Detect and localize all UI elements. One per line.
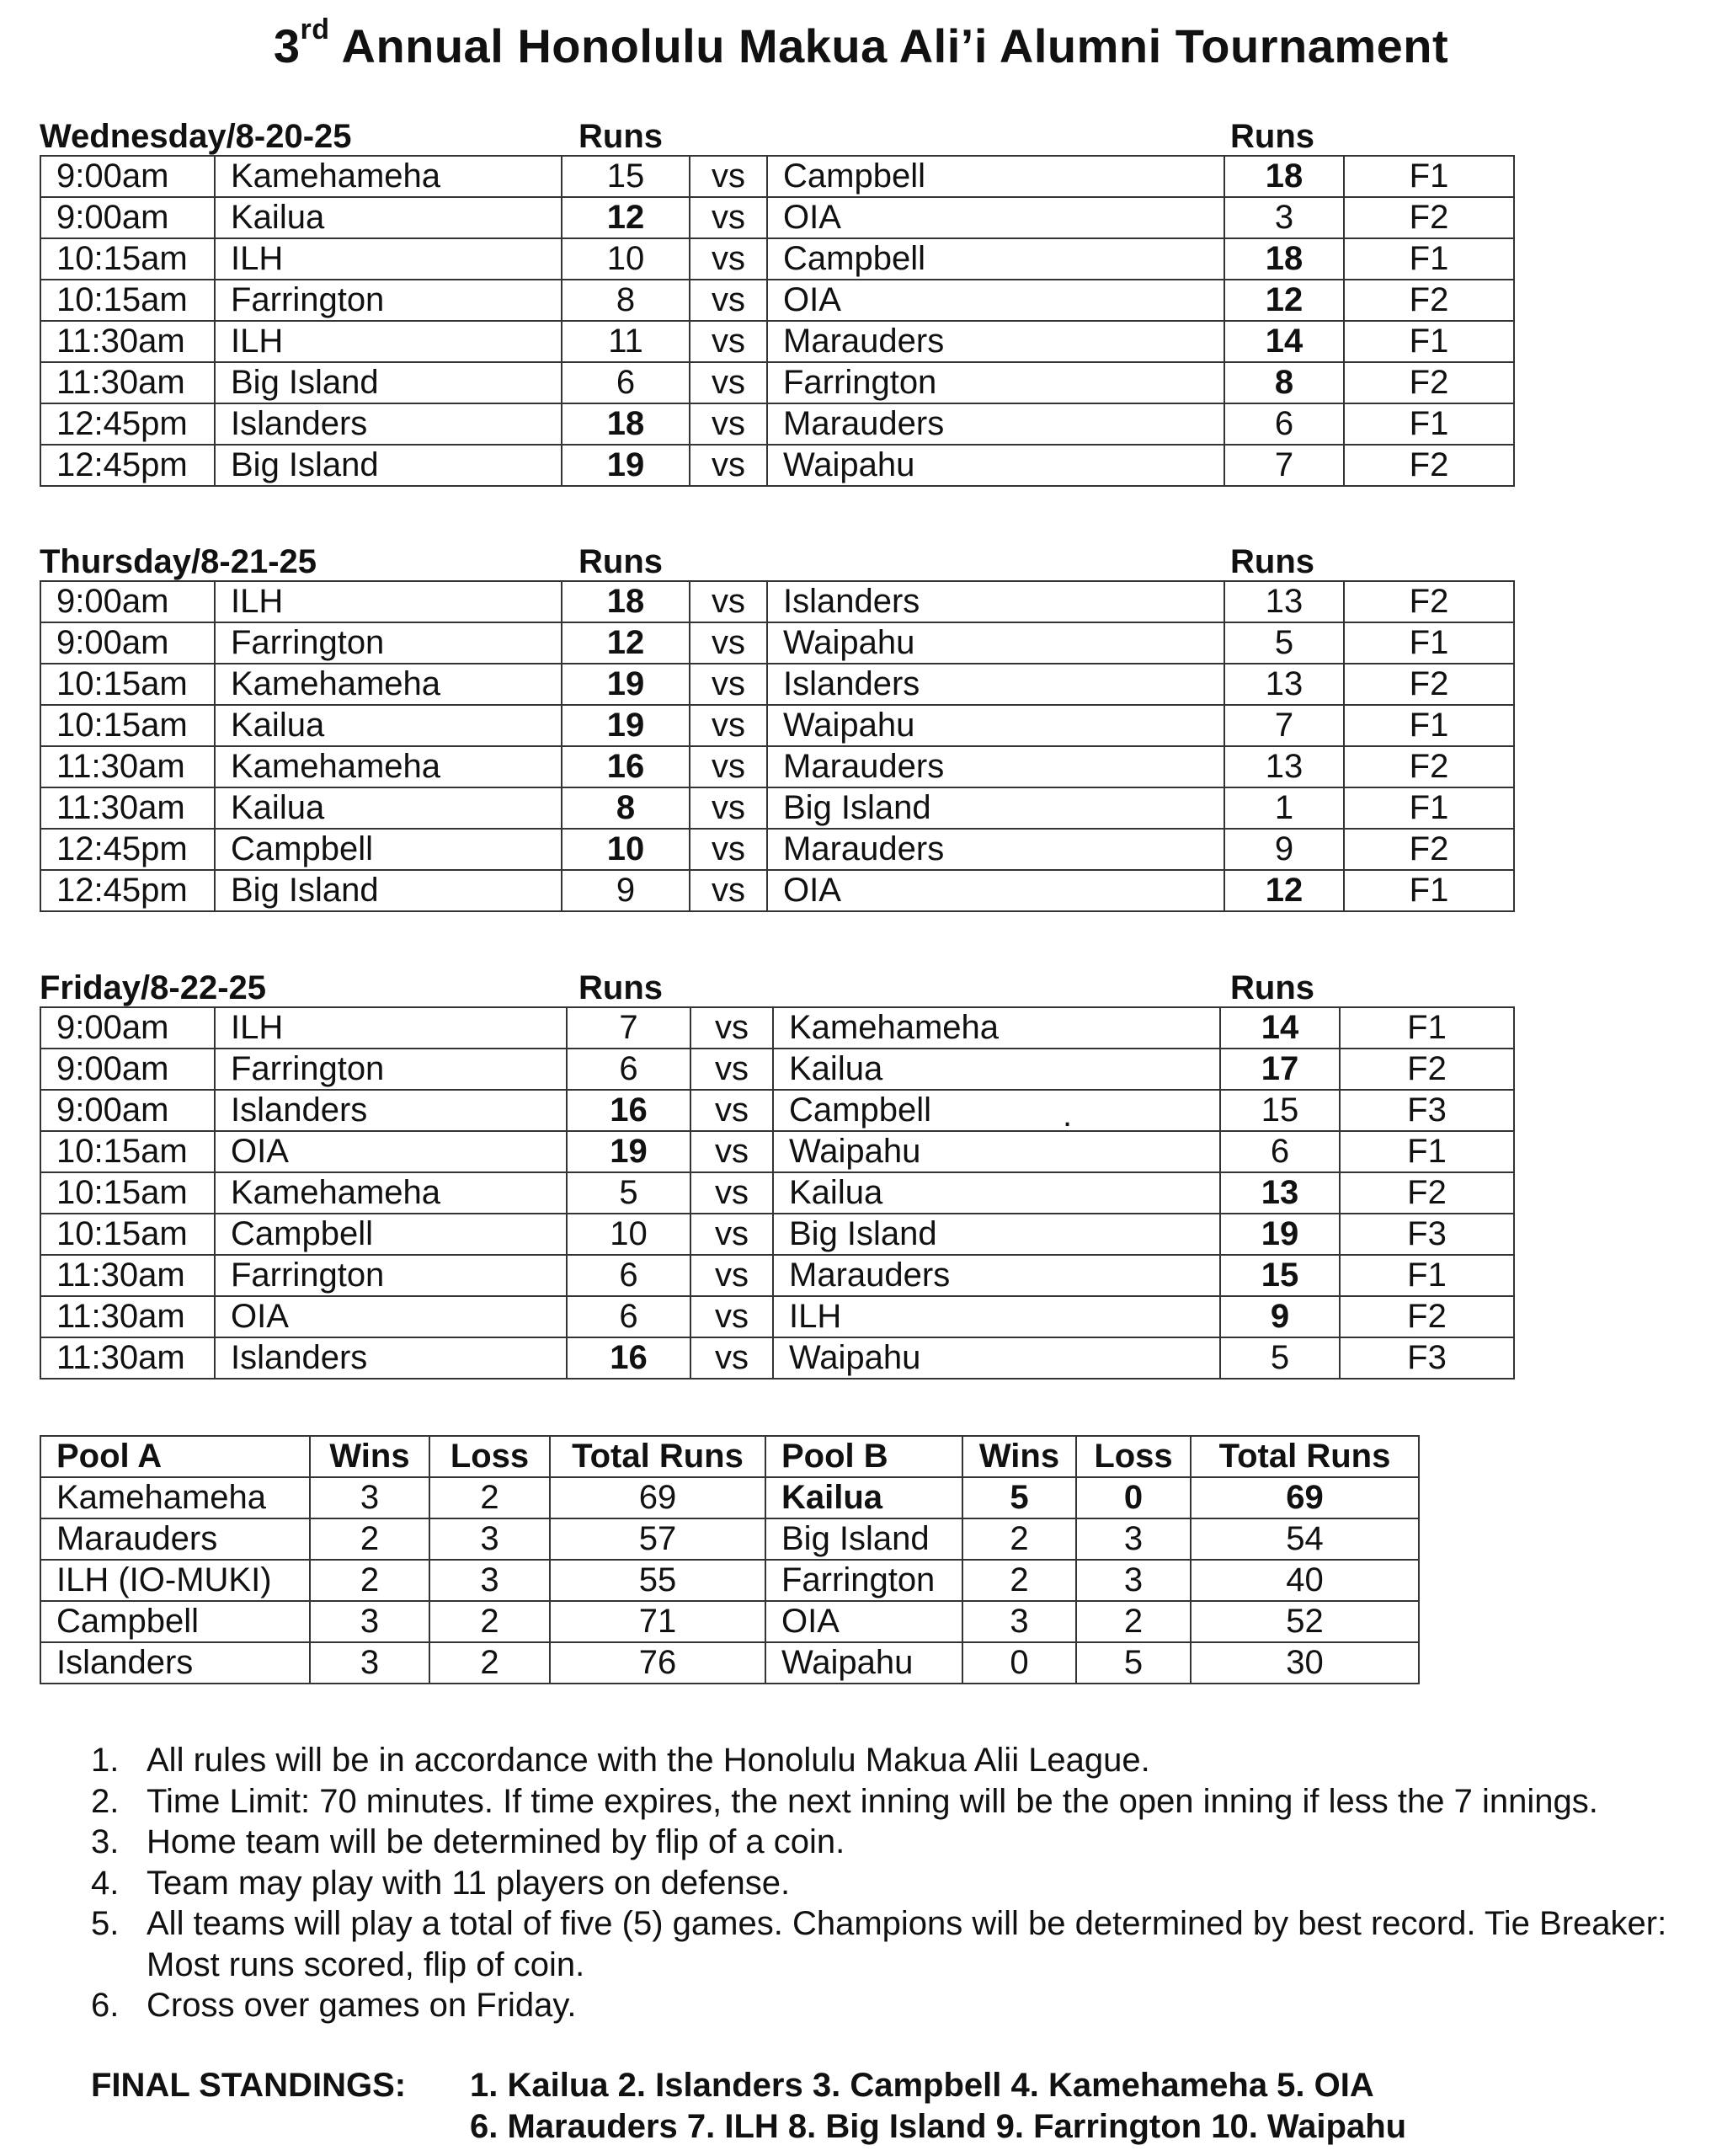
home-runs: 10 — [562, 829, 690, 870]
home-runs: 6 — [562, 362, 690, 403]
home-runs: 5 — [567, 1172, 690, 1214]
final-standings-line-2: 6. Marauders 7. ILH 8. Big Island 9. Farrington 10. Waipahu — [470, 2108, 1407, 2145]
field: F1 — [1340, 1007, 1514, 1049]
field: F2 — [1340, 1172, 1514, 1214]
game-time: 11:30am — [40, 1255, 215, 1296]
home-runs: 6 — [567, 1255, 690, 1296]
pool-a-loss: 2 — [429, 1601, 550, 1642]
away-team: Campbell — [767, 156, 1224, 197]
pool-a-wins: 3 — [310, 1601, 429, 1642]
vs-label: vs — [690, 664, 767, 705]
vs-label: vs — [690, 156, 767, 197]
away-runs: 3 — [1224, 197, 1344, 238]
away-team: Waipahu — [773, 1131, 1220, 1172]
home-team: Farrington — [215, 622, 562, 664]
pool-a-total-runs: 57 — [550, 1518, 765, 1560]
vs-label: vs — [690, 238, 767, 280]
game-row — [40, 870, 1514, 911]
home-runs: 12 — [562, 622, 690, 664]
home-team: ILH — [215, 1007, 567, 1049]
rule-item — [91, 1781, 1674, 1822]
runs-header: Runs — [578, 118, 663, 155]
home-team: Kamehameha — [215, 1172, 567, 1214]
away-team: ILH — [773, 1296, 1220, 1337]
vs-label: vs — [690, 197, 767, 238]
home-runs: 12 — [562, 197, 690, 238]
game-time: 9:00am — [40, 622, 215, 664]
field: F1 — [1344, 403, 1514, 445]
vs-label: vs — [690, 445, 767, 486]
final-standings-label: FINAL STANDINGS: — [91, 2067, 407, 2104]
pool-a-team: Marauders — [40, 1518, 310, 1560]
away-team: OIA — [767, 870, 1224, 911]
vs-label: vs — [690, 280, 767, 321]
game-row — [40, 1214, 1514, 1255]
away-runs: 6 — [1224, 403, 1344, 445]
field: F2 — [1344, 280, 1514, 321]
pool-b-total-runs: 52 — [1191, 1601, 1419, 1642]
total-runs-header: Total Runs — [550, 1436, 765, 1477]
pool-b-wins: 5 — [962, 1477, 1076, 1518]
pool-a-wins: 3 — [310, 1642, 429, 1684]
game-time: 10:15am — [40, 280, 215, 321]
game-row — [40, 1090, 1514, 1131]
game-row — [40, 1255, 1514, 1296]
home-runs: 18 — [562, 403, 690, 445]
field: F1 — [1344, 787, 1514, 829]
game-row — [40, 622, 1514, 664]
vs-label: vs — [690, 1214, 773, 1255]
away-team: Islanders — [767, 664, 1224, 705]
pool-b-total-runs: 40 — [1191, 1560, 1419, 1601]
away-runs: 15 — [1220, 1255, 1340, 1296]
pool-b-team: Farrington — [765, 1560, 962, 1601]
home-team: Big Island — [215, 870, 562, 911]
title-ordinal: 3 — [273, 19, 301, 72]
field: F1 — [1344, 321, 1514, 362]
game-row — [40, 156, 1514, 197]
away-runs: 17 — [1220, 1049, 1340, 1090]
pool-a-total-runs: 71 — [550, 1601, 765, 1642]
home-team: Farrington — [215, 1049, 567, 1090]
home-team: Islanders — [215, 1337, 567, 1379]
game-row — [40, 280, 1514, 321]
away-team: Kailua — [773, 1172, 1220, 1214]
game-time: 12:45pm — [40, 445, 215, 486]
rule-number: 3. — [91, 1823, 120, 1860]
home-team: Big Island — [215, 445, 562, 486]
games-table — [40, 155, 1515, 487]
away-runs: 18 — [1224, 238, 1344, 280]
home-team: Kailua — [215, 787, 562, 829]
field: F2 — [1344, 664, 1514, 705]
home-team: ILH — [215, 321, 562, 362]
vs-label: vs — [690, 321, 767, 362]
pool-b-total-runs: 54 — [1191, 1518, 1419, 1560]
pool-a-loss: 2 — [429, 1477, 550, 1518]
game-time: 10:15am — [40, 1172, 215, 1214]
runs-header: Runs — [1230, 118, 1314, 155]
field: F1 — [1344, 156, 1514, 197]
game-time: 11:30am — [40, 362, 215, 403]
away-team: Marauders — [767, 403, 1224, 445]
home-runs: 8 — [562, 787, 690, 829]
pool-b-team: OIA — [765, 1601, 962, 1642]
title-text: Annual Honolulu Makua Ali’i Alumni Tournament — [329, 19, 1449, 72]
away-runs: 9 — [1224, 829, 1344, 870]
total-runs-header: Total Runs — [1191, 1436, 1419, 1477]
away-team: Kamehameha — [773, 1007, 1220, 1049]
home-runs: 9 — [562, 870, 690, 911]
away-runs: 12 — [1224, 870, 1344, 911]
game-row — [40, 445, 1514, 486]
home-runs: 19 — [562, 664, 690, 705]
field: F2 — [1344, 445, 1514, 486]
game-time: 11:30am — [40, 321, 215, 362]
away-team: OIA — [767, 197, 1224, 238]
game-row — [40, 705, 1514, 746]
home-team: OIA — [215, 1296, 567, 1337]
away-runs: 5 — [1224, 622, 1344, 664]
rule-number: 1. — [91, 1742, 120, 1779]
pool-row — [40, 1477, 1419, 1518]
home-runs: 16 — [567, 1090, 690, 1131]
game-time: 11:30am — [40, 746, 215, 787]
game-row — [40, 321, 1514, 362]
home-runs: 10 — [562, 238, 690, 280]
home-team: Farrington — [215, 280, 562, 321]
pool-b-wins: 3 — [962, 1601, 1076, 1642]
away-team: Campbell — [773, 1090, 1220, 1131]
pool-a-loss: 2 — [429, 1642, 550, 1684]
away-team: Marauders — [767, 321, 1224, 362]
away-runs: 19 — [1220, 1214, 1340, 1255]
game-time: 10:15am — [40, 664, 215, 705]
away-runs: 14 — [1224, 321, 1344, 362]
games-table — [40, 580, 1515, 912]
pool-a-wins: 3 — [310, 1477, 429, 1518]
game-row — [40, 1296, 1514, 1337]
home-team: Islanders — [215, 403, 562, 445]
rule-item — [91, 1822, 1674, 1863]
rule-number: 6. — [91, 1987, 120, 2024]
pool-row — [40, 1642, 1419, 1684]
pool-b-wins: 2 — [962, 1518, 1076, 1560]
pool-b-wins: 0 — [962, 1642, 1076, 1684]
game-time: 11:30am — [40, 787, 215, 829]
game-time: 12:45pm — [40, 870, 215, 911]
pool-b-team: Waipahu — [765, 1642, 962, 1684]
game-time: 11:30am — [40, 1296, 215, 1337]
game-row — [40, 362, 1514, 403]
pool-a-team: Islanders — [40, 1642, 310, 1684]
game-time: 9:00am — [40, 1007, 215, 1049]
vs-label: vs — [690, 403, 767, 445]
home-team: Campbell — [215, 1214, 567, 1255]
away-runs: 7 — [1224, 445, 1344, 486]
home-runs: 8 — [562, 280, 690, 321]
field: F2 — [1340, 1296, 1514, 1337]
away-team: Waipahu — [767, 445, 1224, 486]
home-runs: 19 — [562, 705, 690, 746]
home-team: OIA — [215, 1131, 567, 1172]
runs-header: Runs — [1230, 969, 1314, 1006]
away-team: Waipahu — [773, 1337, 1220, 1379]
pool-row — [40, 1518, 1419, 1560]
runs-header: Runs — [1230, 543, 1314, 580]
pool-b-loss: 2 — [1076, 1601, 1191, 1642]
game-row — [40, 787, 1514, 829]
home-runs: 6 — [567, 1296, 690, 1337]
games-table — [40, 1006, 1515, 1380]
rules-list — [91, 1740, 1674, 2026]
away-runs: 12 — [1224, 280, 1344, 321]
home-team: Farrington — [215, 1255, 567, 1296]
away-runs: 13 — [1224, 581, 1344, 622]
home-team: Kailua — [215, 197, 562, 238]
vs-label: vs — [690, 829, 767, 870]
field: F1 — [1344, 705, 1514, 746]
game-row — [40, 197, 1514, 238]
field: F1 — [1340, 1255, 1514, 1296]
field: F3 — [1340, 1214, 1514, 1255]
day-label: Thursday/8-21-25 — [40, 543, 317, 580]
rule-number: 5. — [91, 1905, 120, 1942]
vs-label: vs — [690, 1007, 773, 1049]
day-label: Friday/8-22-25 — [40, 969, 267, 1006]
pool-standings-table — [40, 1435, 1420, 1684]
day-header — [40, 969, 1513, 1006]
home-runs: 16 — [567, 1337, 690, 1379]
vs-label: vs — [690, 1090, 773, 1131]
field: F2 — [1344, 197, 1514, 238]
home-runs: 7 — [567, 1007, 690, 1049]
away-runs: 9 — [1220, 1296, 1340, 1337]
pool-b-total-runs: 30 — [1191, 1642, 1419, 1684]
vs-label: vs — [690, 1296, 773, 1337]
rule-text: All teams will play a total of five (5) games. Champions will be determined by best record. Tie Breaker: Most runs scored, flip of coin. — [147, 1905, 1667, 1983]
pool-a-header: Pool A — [40, 1436, 310, 1477]
home-team: Big Island — [215, 362, 562, 403]
pool-b-loss: 5 — [1076, 1642, 1191, 1684]
home-runs: 10 — [567, 1214, 690, 1255]
game-row — [40, 1007, 1514, 1049]
field: F2 — [1344, 581, 1514, 622]
day-header — [40, 118, 1513, 155]
rule-text: Time Limit: 70 minutes. If time expires, the next inning will be the open inning if less the 7 innings. — [147, 1782, 1598, 1820]
vs-label: vs — [690, 1049, 773, 1090]
game-row — [40, 664, 1514, 705]
pool-a-wins: 2 — [310, 1560, 429, 1601]
away-team: Farrington — [767, 362, 1224, 403]
pool-b-loss: 3 — [1076, 1518, 1191, 1560]
away-runs: 8 — [1224, 362, 1344, 403]
rule-text: Team may play with 11 players on defense. — [147, 1864, 791, 1902]
pool-row — [40, 1560, 1419, 1601]
game-row — [40, 829, 1514, 870]
away-runs: 1 — [1224, 787, 1344, 829]
pool-row — [40, 1601, 1419, 1642]
pool-a-team: Campbell — [40, 1601, 310, 1642]
field: F3 — [1340, 1337, 1514, 1379]
field: F2 — [1344, 829, 1514, 870]
field: F2 — [1344, 362, 1514, 403]
home-runs: 16 — [562, 746, 690, 787]
vs-label: vs — [690, 1131, 773, 1172]
game-row — [40, 1049, 1514, 1090]
game-time: 9:00am — [40, 581, 215, 622]
home-runs: 6 — [567, 1049, 690, 1090]
game-time: 9:00am — [40, 1090, 215, 1131]
game-time: 12:45pm — [40, 403, 215, 445]
pool-b-team: Kailua — [765, 1477, 962, 1518]
away-runs: 13 — [1224, 746, 1344, 787]
away-team: Waipahu — [767, 622, 1224, 664]
away-team: Big Island — [767, 787, 1224, 829]
game-time: 12:45pm — [40, 829, 215, 870]
pool-b-total-runs: 69 — [1191, 1477, 1419, 1518]
page-title — [0, 13, 1722, 73]
game-time: 10:15am — [40, 238, 215, 280]
game-time: 10:15am — [40, 705, 215, 746]
vs-label: vs — [690, 1255, 773, 1296]
game-row — [40, 746, 1514, 787]
home-runs: 19 — [562, 445, 690, 486]
pool-a-total-runs: 55 — [550, 1560, 765, 1601]
home-runs: 19 — [567, 1131, 690, 1172]
field: F1 — [1344, 622, 1514, 664]
away-team: Marauders — [767, 746, 1224, 787]
rule-text: Cross over games on Friday. — [147, 1987, 577, 2024]
rule-item — [91, 1903, 1674, 1985]
field: F1 — [1344, 238, 1514, 280]
game-row — [40, 1337, 1514, 1379]
vs-label: vs — [690, 1337, 773, 1379]
away-team: Marauders — [773, 1255, 1220, 1296]
runs-header: Runs — [578, 969, 663, 1006]
pool-b-header: Pool B — [765, 1436, 962, 1477]
pool-b-wins: 2 — [962, 1560, 1076, 1601]
game-row — [40, 403, 1514, 445]
pool-b-loss: 0 — [1076, 1477, 1191, 1518]
away-team: Marauders — [767, 829, 1224, 870]
field: F3 — [1340, 1090, 1514, 1131]
stray-mark: . — [1063, 1097, 1073, 1134]
vs-label: vs — [690, 581, 767, 622]
game-row — [40, 1172, 1514, 1214]
pool-header-row — [40, 1436, 1419, 1477]
away-team: Big Island — [773, 1214, 1220, 1255]
game-time: 11:30am — [40, 1337, 215, 1379]
home-team: ILH — [215, 238, 562, 280]
home-runs: 15 — [562, 156, 690, 197]
vs-label: vs — [690, 705, 767, 746]
vs-label: vs — [690, 622, 767, 664]
away-runs: 14 — [1220, 1007, 1340, 1049]
rule-item — [91, 1740, 1674, 1781]
rule-item — [91, 1985, 1674, 2026]
wins-header: Wins — [310, 1436, 429, 1477]
home-runs: 11 — [562, 321, 690, 362]
vs-label: vs — [690, 362, 767, 403]
home-team: Islanders — [215, 1090, 567, 1131]
game-row — [40, 1131, 1514, 1172]
game-time: 10:15am — [40, 1131, 215, 1172]
game-time: 10:15am — [40, 1214, 215, 1255]
home-team: Campbell — [215, 829, 562, 870]
pool-a-total-runs: 69 — [550, 1477, 765, 1518]
pool-b-team: Big Island — [765, 1518, 962, 1560]
wins-header: Wins — [962, 1436, 1076, 1477]
field: F2 — [1344, 746, 1514, 787]
game-row — [40, 238, 1514, 280]
pool-a-team: ILH (IO-MUKI) — [40, 1560, 310, 1601]
away-runs: 5 — [1220, 1337, 1340, 1379]
game-time: 9:00am — [40, 156, 215, 197]
away-team: Waipahu — [767, 705, 1224, 746]
away-team: Campbell — [767, 238, 1224, 280]
rule-number: 2. — [91, 1782, 120, 1820]
rule-text: Home team will be determined by flip of a coin. — [147, 1823, 845, 1860]
game-row — [40, 581, 1514, 622]
away-runs: 18 — [1224, 156, 1344, 197]
away-runs: 13 — [1220, 1172, 1340, 1214]
rule-number: 4. — [91, 1864, 120, 1902]
game-time: 9:00am — [40, 197, 215, 238]
title-ordinal-suffix: rd — [300, 13, 330, 45]
away-team: Kailua — [773, 1049, 1220, 1090]
home-runs: 18 — [562, 581, 690, 622]
field: F1 — [1344, 870, 1514, 911]
rule-item — [91, 1863, 1674, 1904]
pool-a-wins: 2 — [310, 1518, 429, 1560]
game-time: 9:00am — [40, 1049, 215, 1090]
away-team: Islanders — [767, 581, 1224, 622]
pool-a-loss: 3 — [429, 1560, 550, 1601]
pool-a-total-runs: 76 — [550, 1642, 765, 1684]
day-label: Wednesday/8-20-25 — [40, 118, 352, 155]
pool-b-loss: 3 — [1076, 1560, 1191, 1601]
vs-label: vs — [690, 1172, 773, 1214]
away-team: OIA — [767, 280, 1224, 321]
away-runs: 7 — [1224, 705, 1344, 746]
vs-label: vs — [690, 870, 767, 911]
day-header — [40, 543, 1513, 580]
home-team: Kamehameha — [215, 746, 562, 787]
field: F2 — [1340, 1049, 1514, 1090]
pool-a-loss: 3 — [429, 1518, 550, 1560]
pool-a-team: Kamehameha — [40, 1477, 310, 1518]
runs-header: Runs — [578, 543, 663, 580]
vs-label: vs — [690, 787, 767, 829]
rule-text: All rules will be in accordance with the Honolulu Makua Alii League. — [147, 1742, 1150, 1779]
vs-label: vs — [690, 746, 767, 787]
loss-header: Loss — [1076, 1436, 1191, 1477]
home-team: Kailua — [215, 705, 562, 746]
away-runs: 13 — [1224, 664, 1344, 705]
away-runs: 6 — [1220, 1131, 1340, 1172]
away-runs: 15 — [1220, 1090, 1340, 1131]
home-team: Kamehameha — [215, 156, 562, 197]
loss-header: Loss — [429, 1436, 550, 1477]
final-standings-line-1: 1. Kailua 2. Islanders 3. Campbell 4. Kamehameha 5. OIA — [470, 2067, 1374, 2104]
home-team: Kamehameha — [215, 664, 562, 705]
home-team: ILH — [215, 581, 562, 622]
field: F1 — [1340, 1131, 1514, 1172]
